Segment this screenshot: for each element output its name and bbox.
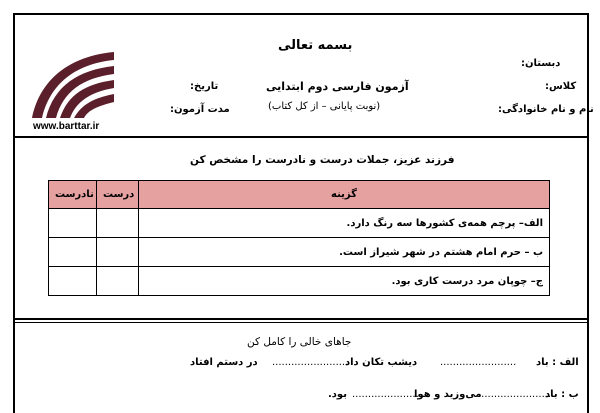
name-label: نام و نام خانوادگی: bbox=[498, 104, 594, 115]
fill-line2-blank1[interactable]: ........................ bbox=[478, 389, 555, 400]
section-divider-top bbox=[13, 318, 589, 320]
date-label: تاریخ: bbox=[190, 81, 219, 92]
swoosh-logo-icon bbox=[30, 44, 115, 119]
col-header-false: نادرست bbox=[49, 181, 97, 209]
fill-line2-word1: می‌وزید و هوا bbox=[414, 389, 482, 400]
option-text: ج– چوپان مرد درست کاری بود. bbox=[139, 267, 550, 296]
answer-false-cell[interactable] bbox=[49, 267, 97, 296]
option-text: ب – حرم امام هشتم در شهر شیراز است. bbox=[139, 238, 550, 267]
true-false-table bbox=[48, 180, 550, 296]
fill-line2-blank2[interactable]: ........................ bbox=[352, 389, 429, 400]
col-header-option: گزینه bbox=[139, 181, 550, 209]
fill-line1-word2: در دستم افتاد bbox=[190, 357, 258, 368]
section1-instruction: فرزند عزیز، جملات درست و نادرست را مشخص کن bbox=[190, 154, 455, 166]
option-text: الف– پرچم همه‌ی کشورها سه رنگ دارد. bbox=[139, 209, 550, 238]
exam-title: آزمون فارسی دوم ابتدایی bbox=[266, 80, 409, 93]
answer-true-cell[interactable] bbox=[97, 209, 139, 238]
fill-line1-label: الف : باد bbox=[536, 357, 579, 368]
header-divider bbox=[13, 136, 589, 138]
section-divider-bottom bbox=[13, 322, 589, 323]
duration-label: مدت آزمون: bbox=[170, 104, 230, 115]
table-row bbox=[49, 238, 550, 267]
answer-false-cell[interactable] bbox=[49, 238, 97, 267]
basmala: بسمه تعالی bbox=[278, 38, 353, 53]
answer-true-cell[interactable] bbox=[97, 238, 139, 267]
fill-line1-blank2[interactable]: ........................ bbox=[272, 357, 349, 368]
fill-line1-blank1[interactable]: ........................ bbox=[440, 357, 517, 368]
barttar-logo bbox=[30, 44, 115, 119]
col-header-true: درست bbox=[97, 181, 139, 209]
table-header-row bbox=[49, 181, 550, 209]
exam-subtitle: (نوبت پایانی – از کل کتاب) bbox=[268, 101, 381, 112]
table-row bbox=[49, 209, 550, 238]
answer-true-cell[interactable] bbox=[97, 267, 139, 296]
class-label: کلاس: bbox=[545, 81, 577, 92]
fill-line2-word2: بود. bbox=[328, 389, 347, 400]
fill-line1-word1: دیشب تکان داد bbox=[345, 357, 418, 368]
fill-line2-label: ب : باد bbox=[545, 389, 579, 400]
answer-false-cell[interactable] bbox=[49, 209, 97, 238]
school-label: دبستان: bbox=[521, 58, 561, 69]
logo-url: www.barttar.ir bbox=[33, 121, 100, 132]
table-row bbox=[49, 267, 550, 296]
section2-instruction: جاهای خالی را کامل کن bbox=[247, 336, 352, 348]
